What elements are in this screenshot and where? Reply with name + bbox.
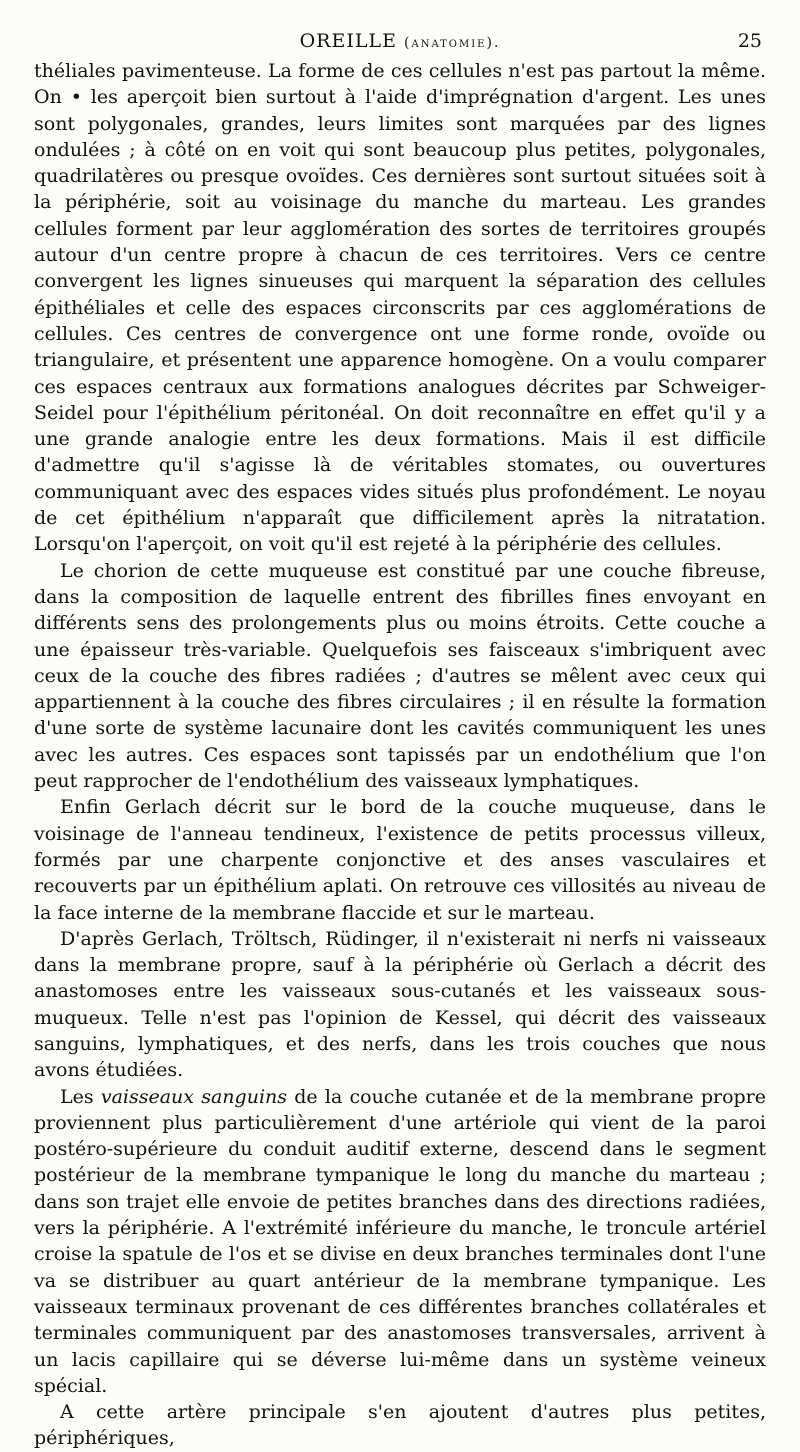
- paragraph-6: A cette artère principale s'en ajoutent d'autres plus petites, périphériques,: [34, 1401, 766, 1450]
- paragraph-5-italic: vaisseaux sanguins: [100, 1085, 288, 1108]
- body-text: [34, 58, 766, 1452]
- running-title-sub: (anatomie).: [404, 35, 501, 51]
- running-title-main: OREILLE: [299, 30, 397, 52]
- paragraph-2: Le chorion de cette muqueuse est constitué par une couche fibreuse, dans la composition de laquelle entrent des fibrilles fines envoyant en différents sens des prolongements plus ou moins étroits. Cette couche a une épaisseur très-variable. Quelquefois ses faisceaux s'imbriquent avec ceux de la couche des fibres radiées ; d'autres se mêlent avec ceux qui appartiennent à la couche des fibres circulaires ; il en résulte la formation d'une sorte de système lacunaire dont les cavités communiquent les unes avec les autres. Ces espaces sont tapissés par un endothélium que l'on peut rapprocher de l'endothélium des vaisseaux lymphatiques.: [34, 559, 766, 793]
- paragraph-1: théliales pavimenteuse. La forme de ces cellules n'est pas partout la même. On • les aperçoit bien surtout à l'aide d'imprégnation d'argent. Les unes sont polygonales, grandes, leurs limites sont marquées par des lignes ondulées ; à côté on en voit qui sont beaucoup plus petites, polygonales, quadrilatères ou presque ovoïdes. Ces dernières sont surtout situées soit à la périphérie, soit au voisinage du manche du marteau. Les grandes cellules forment par leur agglomération des sortes de territoires groupés autour d'un centre propre à chacun de ces territoires. Vers ce centre convergent les lignes sinueuses qui marquent la séparation des cellules épithéliales et celle des espaces circonscrits par ces agglomérations de cellules. Ces centres de convergence ont une forme ronde, ovoïde ou triangulaire, et présentent une apparence homogène. On a voulu comparer ces espaces centraux aux formations analogues décrites par Schweiger-Seidel pour l'épithélium péritonéal. On doit reconnaître en effet qu'il y a une grande analogie entre les deux formations. Mais il est difficile d'admettre qu'il s'agisse là de véritables stomates, ou ouvertures communiquant avec des espaces vides situés plus profondément. Le noyau de cet épithélium n'apparaît que difficilement après la nitratation. Lorsqu'on l'aperçoit, on voit qu'il est rejeté à la périphérie des cellules.: [34, 60, 766, 556]
- running-title: [34, 30, 766, 52]
- paragraph-5: [34, 1084, 766, 1400]
- paragraph-5-lead: Les: [60, 1085, 101, 1108]
- paragraph-3: Enfin Gerlach décrit sur le bord de la couche muqueuse, dans le voisinage de l'anneau tendineux, l'existence de petits processus villeux, formés par une charpente conjonctive et des anses vasculaires et recouverts par un épithélium aplati. On retrouve ces villosités au niveau de la face interne de la membrane flaccide et sur le marteau.: [34, 796, 766, 924]
- paragraph-4: D'après Gerlach, Tröltsch, Rüdinger, il n'existerait ni nerfs ni vaisseaux dans la membrane propre, sauf à la périphérie où Gerlach a décrit des anastomoses entre les vaisseaux sous-cutanés et les vaisseaux sous-muqueux. Telle n'est pas l'opinion de Kessel, qui décrit des vaisseaux sanguins, lymphatiques, et des nerfs, dans les trois couches que nous avons étudiées.: [34, 927, 766, 1082]
- paragraph-5-rest: de la couche cutanée et de la membrane propre proviennent plus particulièrement d'une artériole qui vient de la paroi postéro-supérieure du conduit auditif externe, descend dans le segment postérieur de la membrane tympanique le long du manche du marteau ; dans son trajet elle envoie de petites branches dans des directions radiées, vers la périphérie. A l'extrémité inférieure du manche, le troncule artériel croise la spatule de l'os et se divise en deux branches terminales dont l'une va se distribuer au quart antérieur de la membrane tympanique. Les vaisseaux terminaux provenant de ces différentes branches collatérales et terminales communiquent par des anastomoses transversales, arrivent à un lacis capillaire qui se déverse lui-même dans un système veineux spécial.: [34, 1085, 767, 1397]
- running-header: [34, 22, 766, 58]
- page-number: 25: [737, 30, 762, 52]
